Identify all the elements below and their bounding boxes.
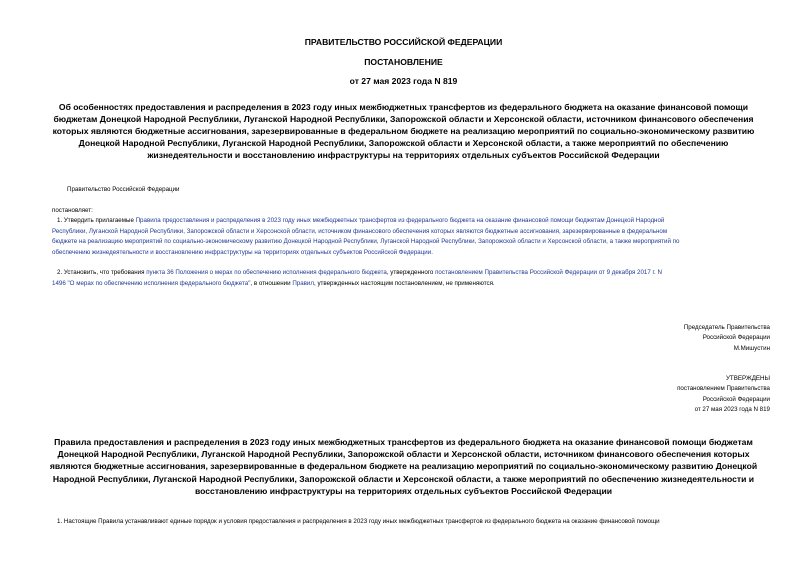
paragraph-1-line — [52, 216, 772, 227]
government-header: ПРАВИТЕЛЬСТВО РОССИЙСКОЙ ФЕДЕРАЦИИ — [304, 37, 503, 47]
resolution-title-line: Донецкой Народной Республики, Луганской Народной Республики, Запорожской области и Херсонской области, а также мероприятий по обеспечению — [78, 138, 729, 149]
approval-heading: УТВЕРЖДЕНЫ — [726, 375, 770, 382]
resolution-title-line: Об особенностях предоставления и распределения в 2023 году иных межбюджетных трансфертов из федерального бюджета на оказание финансовой помощи — [58, 102, 749, 112]
paragraph-2-mid: , утвержденного — [386, 269, 436, 276]
approval-line: постановлением Правительства — [677, 385, 770, 393]
government-preamble: Правительство Российской Федерации — [67, 186, 180, 193]
rules-title-line: Донецкой Народной Республики, Луганской Народной Республики, Запорожской области и Херсонской области, источником финансового обеспечения которых — [57, 449, 750, 460]
approval-line: от 27 мая 2023 года N 819 — [694, 405, 770, 413]
resolution-title-line: жизнедеятельности и восстановлению инфраструктуры на территориях отдельных субъектов Российской Федерации — [147, 150, 660, 161]
signature-block — [684, 323, 770, 354]
doc-date-number: от 27 мая 2023 года N 819 — [349, 76, 458, 86]
paragraph-1-line[interactable]: бюджете на реализацию мероприятий по социально-экономическому развитию Донецкой Народной Республики, Луганской Народной Республики, Запорожской области и Херсонской области, а также мероприятий по — [52, 238, 680, 245]
doc-type-header: ПОСТАНОВЛЕНИЕ — [364, 57, 443, 67]
signature-position: Председатель Правительства — [683, 324, 770, 331]
paragraph-1-line[interactable]: Республики, Луганской Народной Республики, Запорожской области и Херсонской области, источником финансового обеспечения которых являются бюджетные ассигнования, зарезервированные в федеральном — [52, 227, 668, 235]
paragraph-2-line — [52, 268, 772, 279]
resolution-title-line: которых являются бюджетные ассигнования, зарезервированные в федеральном бюджете на реализацию мероприятий по социально-экономическому развитию — [52, 126, 755, 137]
resolution-1496-link[interactable]: постановлением Правительства Российской Федерации от 9 декабря 2017 г. N — [435, 269, 662, 276]
paragraph-1 — [52, 216, 772, 258]
paragraph-2-prefix: 2. Установить, что требования — [57, 269, 147, 276]
signature-name: М.Мишустин — [733, 344, 770, 352]
rules-title-line: Правила предоставления и распределения в 2023 году иных межбюджетных трансфертов из федерального бюджета на оказание финансовой помощи бюджетам — [54, 437, 753, 447]
paragraph-2-mid2: , в отношении — [250, 279, 293, 287]
resolution-title-line: бюджетам Донецкой Народной Республики, Луганской Народной Республики, Запорожской области и Херсонской области, источником финансового обеспечения — [53, 114, 754, 125]
rules-title-line: являются бюджетные ассигнования, зарезервированные в федеральном бюджете на реализацию мероприятий по социально-экономическому развитию Донецкой — [49, 461, 758, 472]
approval-line: Российской Федерации — [702, 395, 770, 403]
resolution-title — [30, 101, 777, 161]
paragraph-2-line — [52, 279, 772, 290]
rules-title-line: восстановлению инфраструктуры на территориях отдельных субъектов Российской Федерации — [194, 485, 613, 496]
resolves-text: постановляет: — [52, 207, 93, 214]
paragraph-2 — [52, 268, 772, 289]
paragraph-1-prefix: 1. Утвердить прилагаемые — [57, 217, 136, 224]
rules-link-short[interactable]: Правил — [292, 279, 314, 287]
signature-organization: Российской Федерации — [702, 334, 770, 342]
rules-title — [20, 436, 787, 497]
rules-title-line: Народной Республики, Луганской Народной Республики, Запорожской области и Херсонской области, а также мероприятий по обеспечению жизнедеятельности и — [52, 473, 755, 484]
approval-block — [677, 374, 770, 415]
paragraph-2-suffix: , утвержденных настоящим постановлением, не применяются. — [314, 279, 495, 287]
rules-paragraph-1: 1. Настоящие Правила устанавливают единые порядок и условия предоставления и распределения в 2023 году иных межбюджетных трансфертов из федерального бюджета на оказание финансовой помощи — [57, 518, 660, 525]
clause-36-link[interactable]: пункта 36 Положения о мерах по обеспечению исполнения федерального бюджета — [146, 269, 387, 276]
paragraph-1-line[interactable]: обеспечению жизнедеятельности и восстановлению инфраструктуры на территориях отдельных субъектов Российской Федерации. — [52, 248, 433, 256]
rules-link[interactable]: Правила предоставления и распределения в 2023 году иных межбюджетных трансфертов из федерального бюджета на оказание финансовой помощи бюджетам Донецкой Народной — [135, 217, 665, 224]
resolution-1496-link-cont[interactable]: 1496 "О мерах по обеспечению исполнения федерального бюджета" — [52, 279, 251, 287]
